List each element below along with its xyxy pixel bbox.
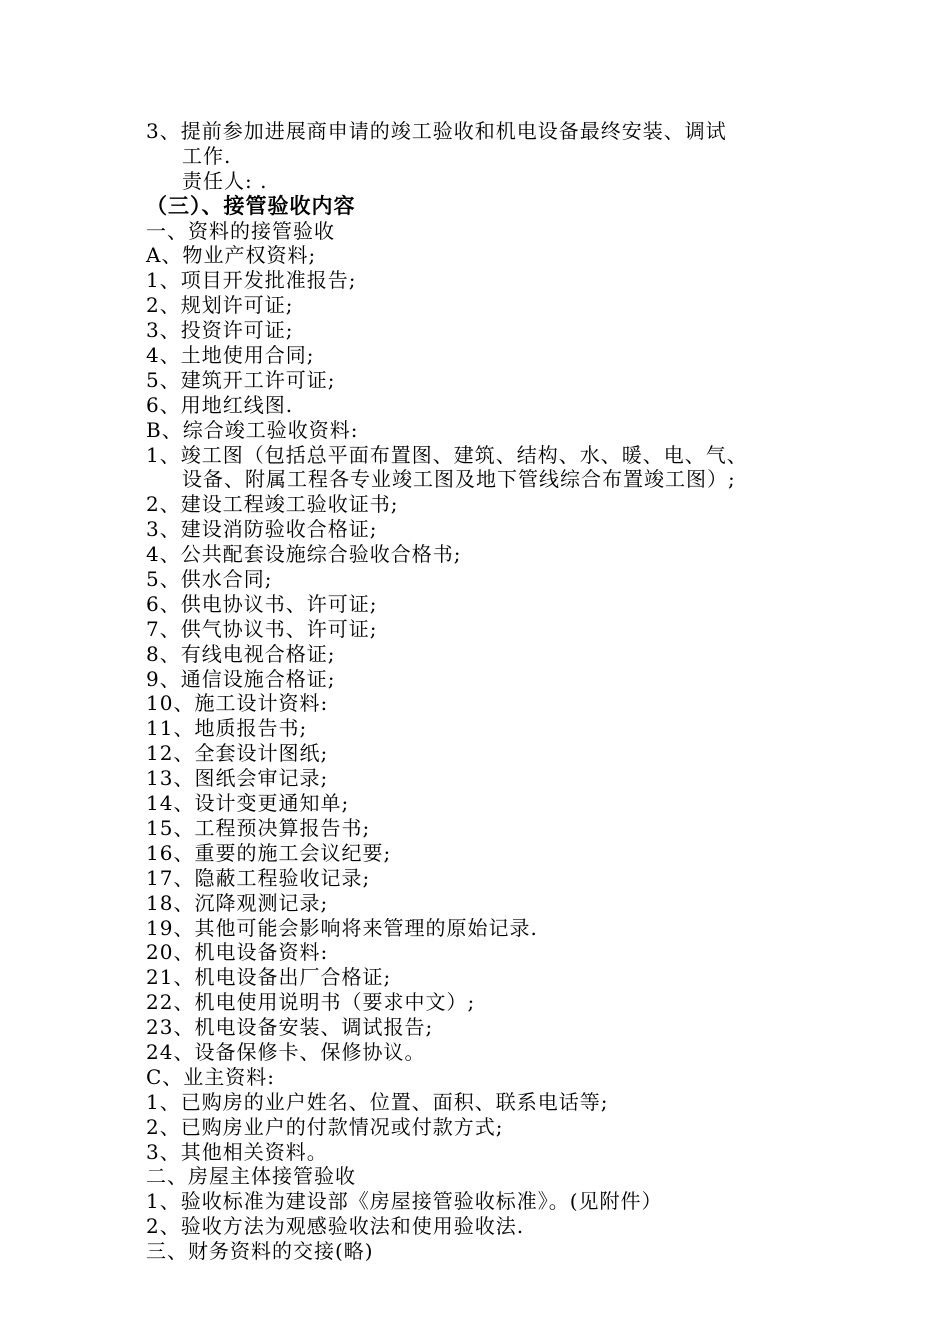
subsection-heading: 一、资料的接管验收 <box>146 218 335 243</box>
list-item: 5、供水合同; <box>146 567 273 592</box>
list-item: 22、机电使用说明书（要求中文）; <box>146 990 476 1015</box>
list-item: 14、设计变更通知单; <box>146 791 350 816</box>
list-item: 16、重要的施工会议纪要; <box>146 840 392 865</box>
list-group-heading: A、物业产权资料; <box>146 243 317 268</box>
list-item: 5、建筑开工许可证; <box>146 367 336 392</box>
list-item: 18、沉降观测记录; <box>146 890 329 915</box>
list-item: 3、其他相关资料。 <box>146 1139 328 1164</box>
list-item: 12、全套设计图纸; <box>146 741 329 766</box>
list-item: 23、机电设备安装、调试报告; <box>146 1015 434 1040</box>
list-item: 20、机电设备资料: <box>146 940 329 965</box>
list-item: 13、图纸会审记录; <box>146 766 329 791</box>
list-item: 1、验收标准为建设部《房屋接管验收标准》。(见附件） <box>146 1189 663 1214</box>
list-item: 9、通信设施合格证; <box>146 666 336 691</box>
list-item: 21、机电设备出厂合格证; <box>146 965 392 990</box>
list-item: 2、验收方法为观感验收法和使用验收法. <box>146 1214 525 1239</box>
list-item: 2、建设工程竣工验收证书; <box>146 492 399 517</box>
list-item: 1、竣工图（包括总平面布置图、建筑、结构、水、暖、电、气、 <box>146 442 748 467</box>
list-item: 10、施工设计资料: <box>146 691 329 716</box>
list-item: 17、隐蔽工程验收记录; <box>146 865 371 890</box>
list-group-heading: B、综合竣工验收资料: <box>146 417 359 442</box>
subsection-heading: 二、房屋主体接管验收 <box>146 1164 356 1189</box>
list-item: 2、规划许可证; <box>146 293 294 318</box>
list-item: 6、用地红线图. <box>146 392 294 417</box>
list-item-continuation: 设备、附属工程各专业竣工图及地下管线综合布置竣工图）; <box>182 467 736 492</box>
list-item: 6、供电协议书、许可证; <box>146 591 378 616</box>
responsible-person-line: 责任人: . <box>182 168 268 193</box>
list-item: 4、土地使用合同; <box>146 343 315 368</box>
list-group-heading: C、业主资料: <box>146 1064 276 1089</box>
list-item: 2、已购房业户的付款情况或付款方式; <box>146 1114 504 1139</box>
paragraph-line: 3、提前参加进展商申请的竣工验收和机电设备最终安装、调试 <box>146 119 727 143</box>
list-item: 3、投资许可证; <box>146 318 294 343</box>
paragraph-line: 工作. <box>182 143 232 168</box>
list-item: 1、项目开发批准报告; <box>146 268 357 293</box>
list-item: 19、其他可能会影响将来管理的原始记录. <box>146 915 538 940</box>
list-item: 11、地质报告书; <box>146 716 308 741</box>
list-item: 1、已购房的业户姓名、位置、面积、联系电话等; <box>146 1089 609 1114</box>
list-item: 3、建设消防验收合格证; <box>146 517 378 542</box>
list-item: 7、供气协议书、许可证; <box>146 616 378 641</box>
list-item: 8、有线电视合格证; <box>146 641 336 666</box>
list-item: 15、工程预决算报告书; <box>146 815 371 840</box>
section-heading: （三）、接管验收内容 <box>146 193 356 218</box>
list-item: 4、公共配套设施综合验收合格书; <box>146 542 462 567</box>
document-body <box>146 119 836 1264</box>
subsection-heading: 三、财务资料的交接(略) <box>146 1239 374 1264</box>
list-item: 24、设备保修卡、保修协议。 <box>146 1039 426 1064</box>
